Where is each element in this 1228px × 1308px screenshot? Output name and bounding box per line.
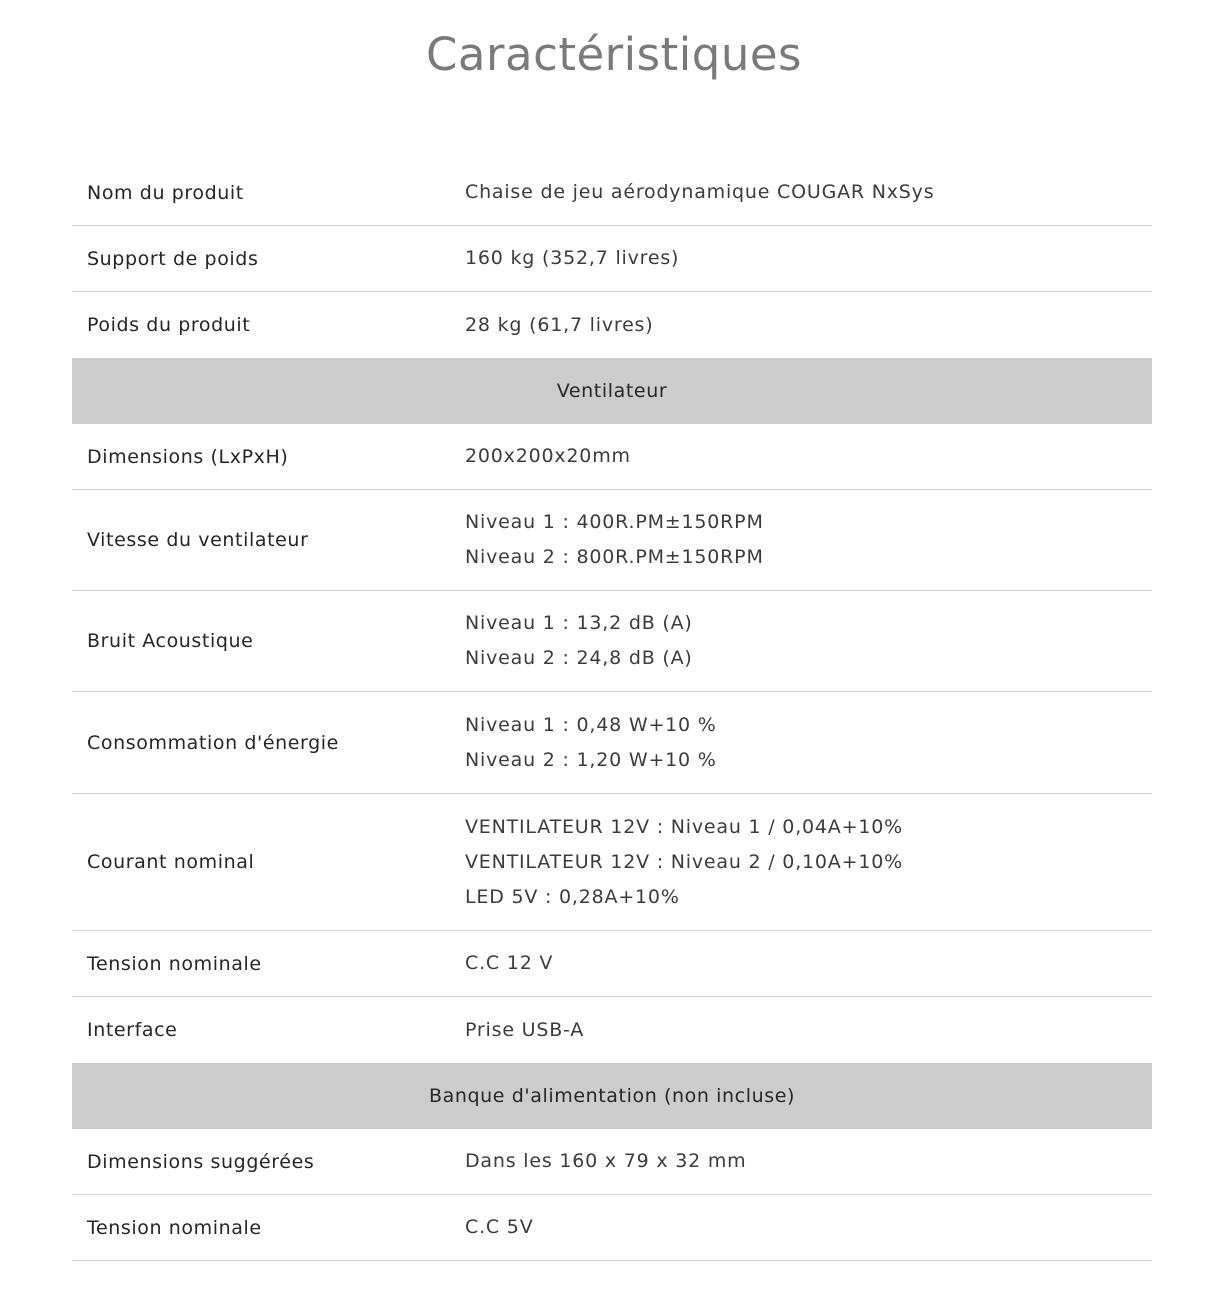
spec-value-line: 200x200x20mm (465, 445, 631, 467)
spec-row-fan-dimensions (72, 424, 1152, 490)
spec-row-power-bank-voltage (72, 1195, 1152, 1261)
spec-value (465, 439, 1152, 474)
spec-label: Poids du produit (87, 314, 251, 336)
spec-value (465, 810, 1152, 915)
spec-label: Dimensions suggérées (87, 1150, 315, 1173)
spec-value-line: Niveau 1 : 0,48 W+10 % (465, 713, 717, 736)
spec-label: Vitesse du ventilateur (87, 529, 309, 551)
spec-value-line: C.C 5V (465, 1216, 534, 1238)
spec-label: Interface (87, 1019, 178, 1041)
spec-value (465, 1210, 1152, 1245)
spec-value-line: 160 kg (352,7 livres) (465, 247, 680, 269)
spec-value-line: Niveau 1 : 13,2 dB (A) (465, 612, 693, 634)
section-header-power-bank: Banque d'alimentation (non incluse) (72, 1063, 1152, 1129)
spec-label: Tension nominale (87, 952, 262, 975)
spec-value (465, 241, 1152, 276)
spec-value-line: VENTILATEUR 12V : Niveau 1 / 0,04A+10% (465, 815, 903, 838)
spec-value-line: Niveau 2 : 1,20 W+10 % (465, 748, 717, 771)
spec-label: Support de poids (87, 247, 259, 270)
spec-row-fan-speed (72, 490, 1152, 591)
spec-row-product-name (72, 160, 1152, 226)
spec-value-line: 28 kg (61,7 livres) (465, 313, 654, 336)
spec-value (465, 946, 1152, 981)
spec-value-line: Niveau 1 : 400R.PM±150RPM (465, 511, 764, 533)
spec-row-power-consumption (72, 692, 1152, 794)
specifications-table (72, 160, 1152, 1261)
section-header-fan: Ventilateur (72, 358, 1152, 424)
spec-value (465, 1144, 1152, 1179)
spec-label: Consommation d'énergie (87, 731, 339, 754)
spec-value-line: VENTILATEUR 12V : Niveau 2 / 0,10A+10% (465, 850, 903, 873)
spec-value-line: Dans les 160 x 79 x 32 mm (465, 1150, 747, 1172)
spec-row-rated-voltage (72, 931, 1152, 997)
spec-label: Dimensions (LxPxH) (87, 445, 289, 468)
page-title: Caractéristiques (426, 28, 802, 81)
spec-label: Nom du produit (87, 181, 244, 204)
spec-row-weight-support (72, 226, 1152, 292)
spec-value-line: Niveau 2 : 800R.PM±150RPM (465, 546, 764, 568)
spec-value (465, 308, 1152, 343)
spec-value (465, 708, 1152, 778)
spec-value-line: Chaise de jeu aérodynamique COUGAR NxSys (465, 181, 935, 203)
spec-value (465, 175, 1152, 210)
spec-value-line: Niveau 2 : 24,8 dB (A) (465, 647, 693, 669)
spec-value-line: C.C 12 V (465, 952, 554, 974)
spec-value-line: LED 5V : 0,28A+10% (465, 885, 680, 908)
spec-row-suggested-dimensions (72, 1129, 1152, 1195)
spec-value-line: Prise USB-A (465, 1018, 585, 1041)
spec-row-acoustic-noise (72, 591, 1152, 692)
spec-row-interface (72, 997, 1152, 1063)
spec-label: Courant nominal (87, 851, 255, 873)
spec-value (465, 1013, 1152, 1048)
spec-value (465, 606, 1152, 676)
spec-label: Bruit Acoustique (87, 630, 254, 652)
spec-row-rated-current (72, 794, 1152, 931)
spec-label: Tension nominale (87, 1216, 262, 1239)
spec-value (465, 505, 1152, 575)
spec-row-product-weight (72, 292, 1152, 358)
